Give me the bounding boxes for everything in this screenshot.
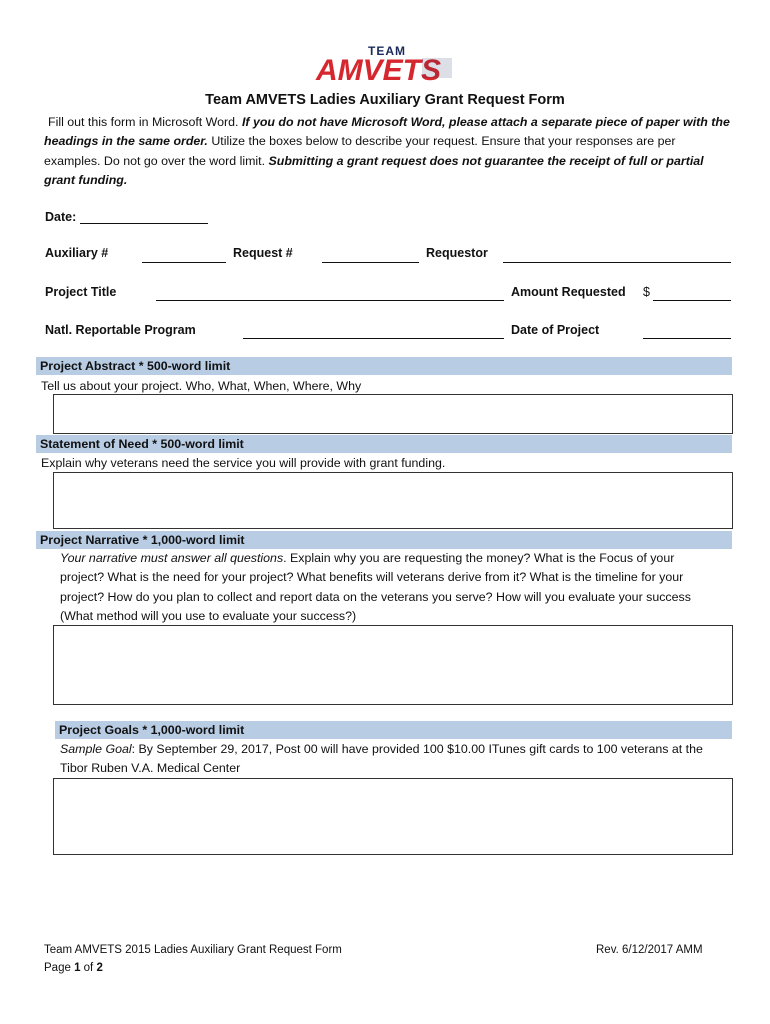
footer-page-number	[44, 962, 103, 974]
abstract-heading-bar	[36, 357, 732, 375]
goals-input-box[interactable]	[53, 778, 733, 855]
intro-paragraph	[44, 113, 734, 190]
date-of-project-field[interactable]	[643, 338, 731, 339]
dollar-sign: $	[643, 285, 650, 299]
need-heading-bar	[36, 435, 732, 453]
auxiliary-field[interactable]	[142, 262, 226, 263]
logo-main-text: AMVETS	[316, 54, 442, 86]
amount-field[interactable]	[653, 300, 731, 301]
abstract-heading: Project Abstract * 500-word limit	[40, 359, 231, 373]
auxiliary-label: Auxiliary #	[45, 246, 109, 260]
footer-revision: Rev. 6/12/2017 AMM	[596, 944, 703, 956]
amvets-logo-icon	[314, 50, 464, 86]
goals-text: : By September 29, 2017, Post 00 will have provided 100 $10.00 ITunes gift cards to 100 veterans at the Tibor Ruben V.A. Medical Center	[60, 742, 703, 776]
page-total: 2	[96, 962, 103, 974]
date-of-project-label: Date of Project	[511, 323, 600, 337]
intro-part2: Utilize the boxes below to describe your request. Ensure that your responses are per examples. Do not go over the word limit.	[44, 134, 676, 168]
intro-bold1: If you do not have Microsoft Word, please attach a separate piece of paper with the headings in the same order.	[44, 115, 730, 149]
narrative-input-box[interactable]	[53, 625, 733, 705]
goals-italic: Sample Goal	[60, 742, 132, 756]
narrative-heading: Project Narrative * 1,000-word limit	[40, 533, 245, 547]
goals-heading: Project Goals * 1,000-word limit	[59, 723, 245, 737]
need-instructions: Explain why veterans need the service you will provide with grant funding.	[41, 456, 446, 470]
page-num: 1	[74, 962, 81, 974]
narrative-text: . Explain why you are requesting the money? What is the Focus of your project? What is the need for your project? What benefits will veterans derive from it? What is the timeline for your project? How do you plan to collect and report data on the veterans you serve? How will you evaluate your success (What method will you use to evaluate your success?)	[60, 551, 691, 623]
amount-requested-label: Amount Requested	[511, 285, 626, 299]
date-field[interactable]	[80, 223, 208, 224]
narrative-heading-bar	[36, 531, 732, 549]
requestor-label: Requestor	[426, 246, 488, 260]
need-heading: Statement of Need * 500-word limit	[40, 437, 244, 451]
goals-heading-bar	[55, 721, 732, 739]
date-label: Date:	[45, 210, 77, 224]
narrative-italic: Your narrative must answer all questions	[60, 551, 284, 565]
need-input-box[interactable]	[53, 472, 733, 529]
logo-team-text: TEAM	[368, 44, 406, 58]
intro-bold2: Submitting a grant request does not guarantee the receipt of full or partial grant funding.	[44, 153, 704, 187]
footer-form-name: Team AMVETS 2015 Ladies Auxiliary Grant Request Form	[44, 944, 342, 956]
request-label: Request #	[233, 246, 293, 260]
natl-program-field[interactable]	[243, 338, 504, 339]
page-of: of	[80, 962, 97, 974]
project-title-field[interactable]	[156, 300, 504, 301]
goals-instructions	[60, 740, 720, 779]
page-title: Team AMVETS Ladies Auxiliary Grant Request Form	[205, 92, 565, 108]
abstract-instructions: Tell us about your project. Who, What, When, Where, Why	[41, 379, 362, 393]
narrative-instructions	[60, 549, 720, 626]
requestor-field[interactable]	[503, 262, 731, 263]
project-title-label: Project Title	[45, 285, 117, 299]
natl-program-label: Natl. Reportable Program	[45, 323, 196, 337]
abstract-input-box[interactable]	[53, 394, 733, 434]
page-prefix: Page	[44, 962, 75, 974]
request-field[interactable]	[322, 262, 419, 263]
intro-part1: Fill out this form in Microsoft Word.	[48, 115, 242, 129]
